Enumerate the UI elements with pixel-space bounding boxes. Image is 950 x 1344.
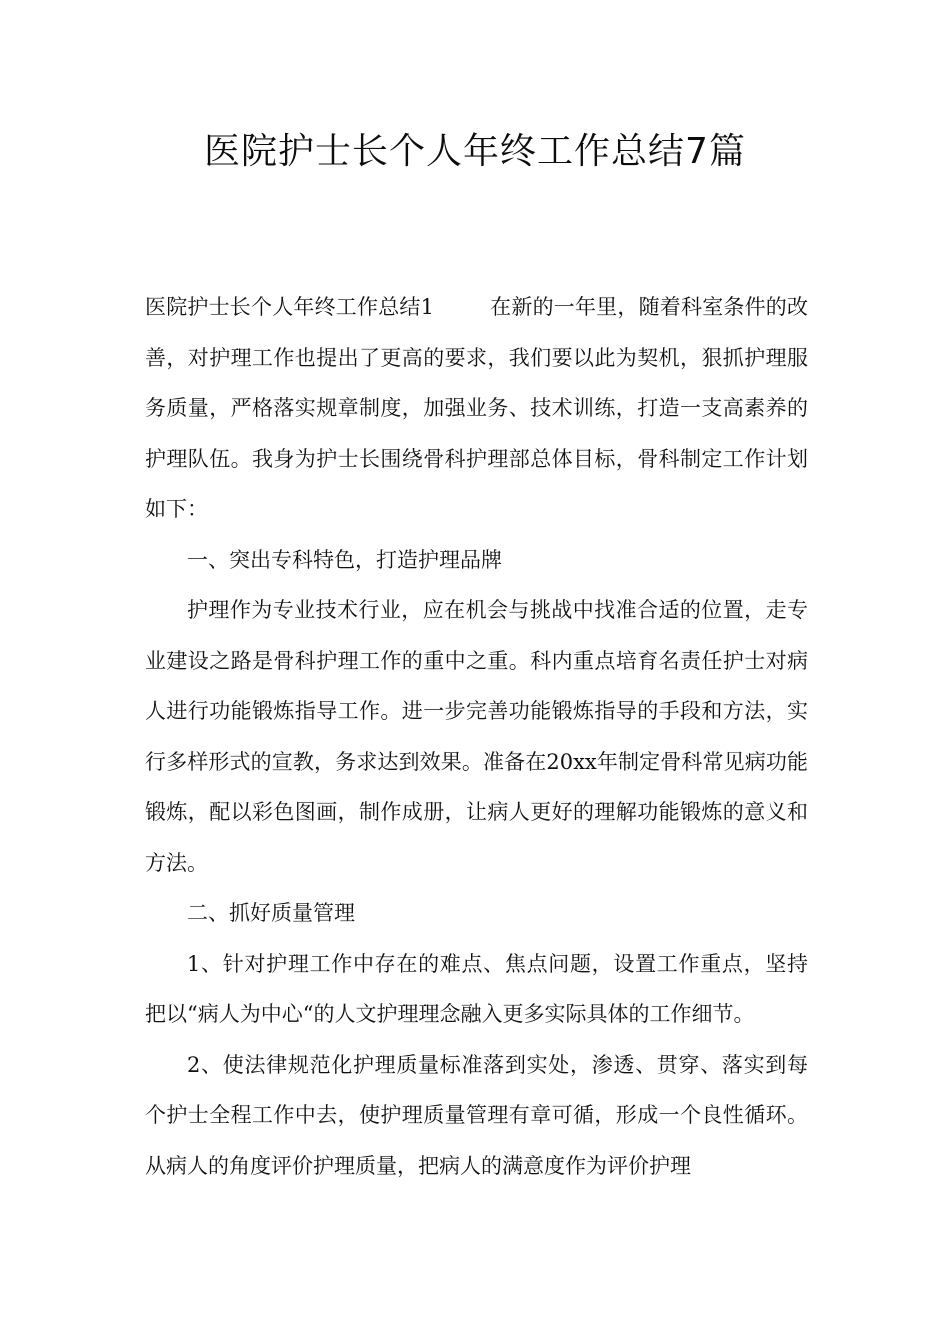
section-heading: 医院护士长个人年终工作总结1	[145, 295, 434, 319]
paragraph-text: 在新的一年里，随着科室条件的改善，对护理工作也提出了更高的要求，我们要以此为契机，狠抓护理服务质量，严格落实规章制度，加强业务、技术训练，打造一支高素养的护理队伍。我身为护士长围绕骨科护理部总体目标，骨科制定工作计划如下：	[145, 295, 808, 521]
document-title: 医院护士长个人年终工作总结7篇	[204, 131, 746, 172]
section-heading-1: 一、突出专科特色，打造护理品牌	[187, 547, 502, 572]
document-body	[145, 282, 808, 1191]
intro-paragraph	[145, 282, 808, 535]
paragraph: 护理作为专业技术行业，应在机会与挑战中找准合适的位置，走专业建设之路是骨科护理工作的重中之重。科内重点培育名责任护士对病人进行功能锻炼指导工作。进一步完善功能锻炼指导的手段和方法，实行多样形式的宣教，务求达到效果。准备在20xx年制定骨科常见病功能锻炼，配以彩色图画，制作成册，让病人更好的理解功能锻炼的意义和方法。	[145, 598, 808, 875]
paragraph: 2、使法律规范化护理质量标准落到实处，渗透、贯穿、落实到每个护士全程工作中去，使护理质量管理有章可循，形成一个良性循环。从病人的角度评价护理质量，把病人的满意度作为评价护理	[145, 1052, 808, 1178]
paragraph: 1、针对护理工作中存在的难点、焦点问题，设置工作重点，坚持把以“病人为中心“的人文护理理念融入更多实际具体的工作细节。	[145, 951, 808, 1026]
section-heading-2: 二、抓好质量管理	[187, 901, 355, 925]
